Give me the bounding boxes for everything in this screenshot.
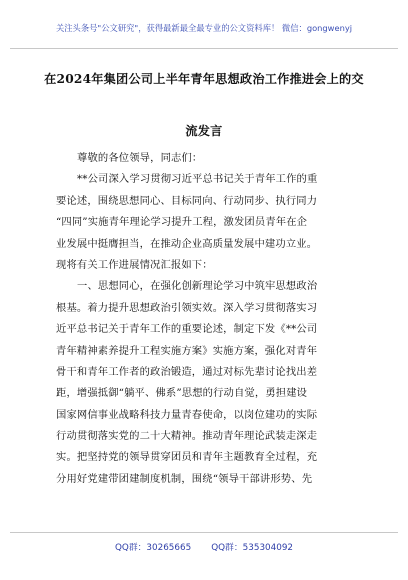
qq-group-label-1: QQ群： — [114, 543, 147, 553]
body-line: 分用好党建带团建制度机制，围绕“领导干部讲形势、先 — [56, 472, 313, 485]
document-body — [56, 148, 356, 490]
body-line: **公司深入学习贯彻习近平总书记关于青年工作的重 — [77, 173, 318, 186]
body-line: 距，增强抵御“躺平、佛系”思想的行动自觉，勇担建设 — [56, 387, 308, 400]
qq-group-number-1: 30265665 — [146, 543, 192, 553]
footer-divider — [10, 532, 398, 533]
body-line: 根基。着力提升思想政治引领实效。深入学习贯彻落实习 — [56, 301, 318, 314]
body-line: 行动贯彻落实党的二十大精神。推动青年理论武装走深走 — [56, 430, 318, 443]
body-line: 骨干和青年工作者的政治锻造，通过对标先辈讨论找出差 — [56, 365, 318, 378]
body-line: “四同”实施青年理论学习提升工程，激发团员青年在企 — [56, 216, 308, 229]
body-line: 近平总书记关于青年工作的重要论述，制定下发《**公司 — [56, 323, 318, 336]
document-title-line-2: 流发言 — [185, 124, 223, 138]
body-line: 一、思想同心，在强化创新理论学习中筑牢思想政治 — [77, 280, 318, 293]
body-line: 青年精神素养提升工程实施方案》实施方案，强化对青年 — [56, 344, 318, 357]
qq-group-label-2: QQ群： — [211, 543, 243, 553]
qq-group-number-2: 535304092 — [242, 543, 294, 553]
header-divider — [10, 48, 398, 49]
body-line: 实。把坚持党的领导贯穿团员和青年主题教育全过程，充 — [56, 451, 318, 464]
body-line: 尊敬的各位领导，同志们： — [77, 152, 203, 164]
header-note: 关注头条号"公文研究"，获得最新最全最专业的公文资料库！ 微信：gongwenyj — [55, 23, 353, 33]
body-line: 国家网信事业战略科技力量青春使命，以岗位建功的实际 — [56, 408, 318, 421]
body-line: 现将有关工作进展情况汇报如下： — [56, 258, 213, 271]
body-line: 业发展中挺膺担当，在推动企业高质量发展中建功立业。 — [56, 237, 318, 250]
footer — [0, 540, 408, 553]
body-line: 要论述，围绕思想同心、目标同向、行动同步、执行同力 — [56, 194, 318, 207]
document-title-line-1: 在2024年集团公司上半年青年思想政治工作推进会上的交 — [44, 72, 364, 86]
